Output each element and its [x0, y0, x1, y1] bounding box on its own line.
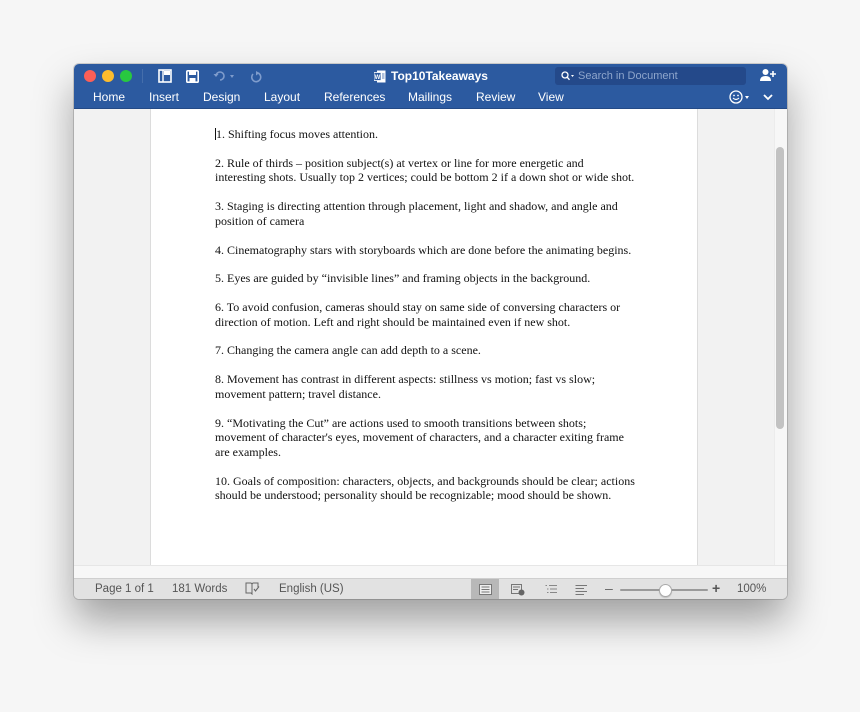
- web-layout-icon: [511, 584, 525, 596]
- zoom-level[interactable]: 100%: [737, 583, 767, 595]
- tab-view[interactable]: View: [538, 90, 564, 104]
- title-bar: [74, 64, 787, 88]
- paragraph: 4. Cinematography stars with storyboards which are done before the animating begins.: [215, 242, 632, 257]
- search-icon[interactable]: [561, 71, 575, 81]
- language[interactable]: English (US): [279, 583, 344, 595]
- save-icon: [186, 70, 199, 83]
- toolbar-divider: [142, 69, 143, 83]
- document-title-text: Top10Takeaways: [391, 69, 488, 83]
- word-document-icon: [374, 70, 386, 83]
- paragraph: 5. Eyes are guided by “invisible lines” and framing objects in the background.: [215, 271, 591, 286]
- paragraph: 7. Changing the camera angle can add depth to a scene.: [215, 343, 481, 358]
- chevron-down-icon: [763, 93, 773, 101]
- ribbon-right-controls: [729, 90, 773, 104]
- tab-insert[interactable]: Insert: [149, 90, 180, 104]
- draft-view-button[interactable]: [567, 579, 595, 599]
- ribbon-tabs: [74, 88, 787, 109]
- paragraph: 9. “Motivating the Cut” are actions used to smooth transitions between shots; movement of character's eyes, movement of characters, and a character exiting frame are examples.: [215, 415, 624, 459]
- zoom-out-button[interactable]: –: [605, 580, 613, 596]
- document-canvas: [74, 109, 787, 578]
- search-in-document-field[interactable]: [555, 67, 746, 85]
- scrollbar-thumb[interactable]: [776, 147, 784, 429]
- tab-mailings[interactable]: Mailings: [408, 90, 453, 104]
- paragraph: 8. Movement has contrast in different aspects: stillness vs motion; fast vs slow; movement pattern; travel distance.: [215, 372, 596, 401]
- feedback-button[interactable]: [729, 90, 751, 104]
- document-body[interactable]: [215, 127, 635, 517]
- tab-design[interactable]: Design: [203, 90, 241, 104]
- tab-home[interactable]: Home: [93, 90, 126, 104]
- collapse-ribbon-button[interactable]: [763, 93, 773, 101]
- paragraph: 10. Goals of composition: characters, objects, and backgrounds should be clear; actions should be understood; personality should be recognizable; mood should be shown.: [215, 473, 635, 503]
- zoom-slider-thumb[interactable]: [659, 584, 672, 597]
- redo-icon: [250, 70, 262, 83]
- print-layout-view-button[interactable]: [471, 579, 499, 599]
- save-button[interactable]: [186, 68, 199, 84]
- paragraph: 1. Shifting focus moves attention.: [216, 127, 378, 141]
- paragraph: 6. To avoid confusion, cameras should stay on same side of conversing characters or direction of motion. Left and right should be maintained even if new shot.: [215, 300, 621, 329]
- tab-review[interactable]: Review: [476, 90, 516, 104]
- undo-button[interactable]: [213, 68, 237, 84]
- print-layout-icon: [479, 584, 492, 595]
- outline-icon: [545, 584, 558, 595]
- page-count[interactable]: Page 1 of 1: [95, 583, 154, 595]
- search-placeholder: Search in Document: [578, 70, 678, 82]
- proofing-book-icon: [245, 582, 260, 595]
- draft-icon: [575, 584, 588, 595]
- document-page[interactable]: [150, 109, 698, 565]
- sidebar-toggle-button[interactable]: [158, 68, 172, 84]
- add-person-icon: [760, 68, 776, 82]
- paragraph: 3. Staging is directing attention through placement, light and shadow, and angle and position of camera: [215, 199, 618, 228]
- tab-layout[interactable]: Layout: [264, 90, 301, 104]
- proofing-button[interactable]: [245, 582, 260, 598]
- document-title: [374, 64, 488, 88]
- sidebar-icon: [158, 69, 172, 83]
- word-window: [74, 64, 787, 599]
- status-bar: [74, 578, 787, 599]
- outline-view-button[interactable]: [537, 579, 565, 599]
- maximize-window-button[interactable]: [120, 70, 132, 82]
- smiley-icon: [729, 90, 751, 104]
- web-layout-view-button[interactable]: [504, 579, 532, 599]
- minimize-window-button[interactable]: [102, 70, 114, 82]
- zoom-in-button[interactable]: +: [712, 580, 721, 596]
- redo-button[interactable]: [250, 68, 262, 84]
- close-window-button[interactable]: [84, 70, 96, 82]
- horizontal-scroll-area: [74, 565, 787, 579]
- svg-text:W: W: [374, 74, 381, 81]
- word-count[interactable]: 181 Words: [172, 583, 228, 595]
- undo-icon: [213, 70, 237, 82]
- share-button[interactable]: [760, 68, 776, 87]
- paragraph: 2. Rule of thirds – position subject(s) at vertex or line for more energetic and interesting shots. Usually top 2 vertices; could be bottom 2 if a down shot or wide shot.: [215, 155, 635, 185]
- tab-references[interactable]: References: [324, 90, 386, 104]
